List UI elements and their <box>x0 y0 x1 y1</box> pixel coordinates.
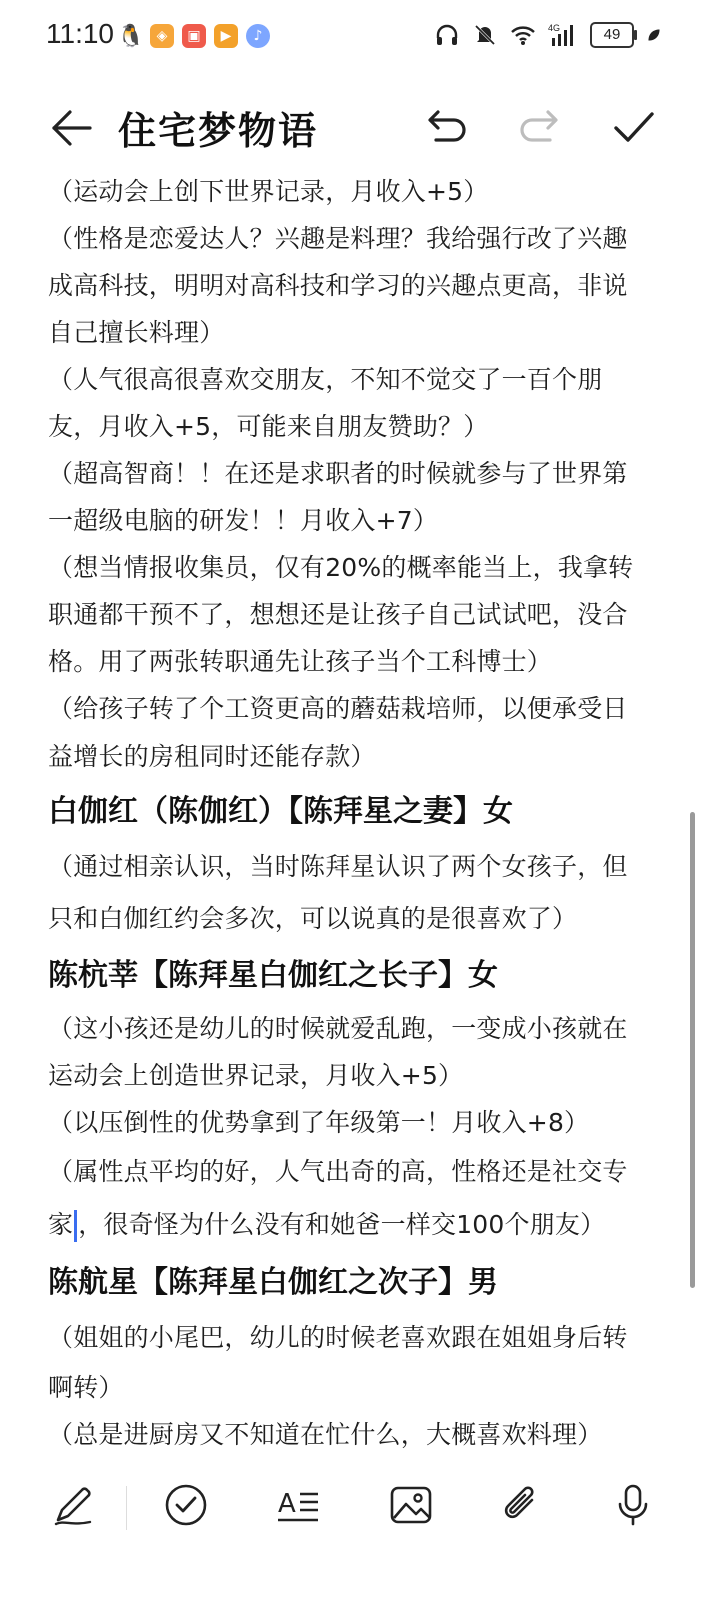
app-icon: ◈ <box>150 24 174 48</box>
character-heading: 陈杭莘【陈拜星白伽红之长子】女 <box>48 958 498 993</box>
character-heading: 陈航星【陈拜星白伽红之次子】男 <box>48 1265 498 1300</box>
text-caret <box>74 1210 77 1242</box>
status-system-icons <box>434 22 662 48</box>
wifi-icon <box>510 22 536 48</box>
app-icon: ▣ <box>182 24 206 48</box>
back-arrow-icon[interactable] <box>48 106 94 150</box>
status-app-icons <box>117 23 270 49</box>
note-line: 运动会上创造世界记录，月收入+5） <box>48 1061 464 1090</box>
note-line: （想当情报收集员，仅有20%的概率能当上，我拿转 <box>48 553 634 582</box>
pen-icon[interactable] <box>50 1482 96 1528</box>
checkbox-icon[interactable] <box>163 1482 209 1528</box>
note-line: （姐姐的小尾巴，幼儿的时候老喜欢跟在姐姐身后转 <box>48 1323 628 1352</box>
music-icon: ♪ <box>246 24 270 48</box>
note-line: 职通都干预不了，想想还是让孩子自己试试吧，没合 <box>48 600 628 629</box>
editor-toolbar <box>0 1478 720 1538</box>
note-line: 成高科技，明明对高科技和学习的兴趣点更高，非说 <box>48 271 628 300</box>
editor-header <box>0 88 720 168</box>
note-line: （性格是恋爱达人？兴趣是料理？我给强行改了兴趣 <box>48 224 628 253</box>
note-line-with-caret <box>48 1198 660 1252</box>
note-line: （总是进厨房又不知道在忙什么，大概喜欢料理） <box>48 1420 603 1449</box>
note-line: （属性点平均的好，人气出奇的高，性格还是社交专 <box>48 1157 628 1186</box>
svg-text:A: A <box>278 1489 296 1519</box>
note-line: 格。用了两张转职通先让孩子当个工科博士） <box>48 647 553 676</box>
image-icon[interactable] <box>388 1482 434 1528</box>
mute-icon <box>472 22 498 48</box>
note-line: （通过相亲认识，当时陈拜星认识了两个女孩子，但 <box>48 852 628 881</box>
note-line: （超高智商！！在还是求职者的时候就参与了世界第 <box>48 459 628 488</box>
battery-icon: 49 <box>590 22 634 48</box>
note-line: 一超级电脑的研发！！月收入+7） <box>48 506 439 535</box>
status-bar <box>0 0 720 72</box>
toolbar-divider <box>126 1486 127 1530</box>
microphone-icon[interactable] <box>610 1482 656 1528</box>
character-heading: 白伽红（陈伽红）【陈拜星之妻】女 <box>48 794 513 829</box>
attachment-icon[interactable] <box>498 1482 544 1528</box>
note-line: （人气很高很喜欢交朋友，不知不觉交了一百个朋 <box>48 365 603 394</box>
note-line: 友，月收入+5，可能来自朋友赞助？） <box>48 412 489 441</box>
note-line: 啊转） <box>48 1373 124 1402</box>
signal-icon <box>548 22 578 48</box>
headphones-icon <box>434 22 460 48</box>
undo-icon[interactable] <box>422 108 470 148</box>
svg-text:4G: 4G <box>548 23 561 33</box>
qq-penguin-icon: 🐧 <box>117 23 145 49</box>
status-time: 11:10 <box>46 18 114 49</box>
note-line: 自己擅长料理） <box>48 318 225 347</box>
note-title[interactable]: 住宅梦物语 <box>118 109 319 153</box>
note-text: ，很奇怪为什么没有和她爸一样交100个朋友） <box>78 1210 606 1239</box>
note-line: （这小孩还是幼儿的时候就爱乱跑，一变成小孩就在 <box>48 1014 628 1043</box>
note-line: 益增长的房租同时还能存款） <box>48 742 376 771</box>
note-body[interactable] <box>48 168 660 1458</box>
note-line: 只和白伽红约会多次，可以说真的是很喜欢了） <box>48 904 578 933</box>
note-line: （给孩子转了个工资更高的蘑菇栽培师，以便承受日 <box>48 694 628 723</box>
scrollbar[interactable] <box>690 812 695 1288</box>
leaf-icon <box>646 22 662 48</box>
text-format-icon[interactable] <box>276 1482 322 1528</box>
redo-icon[interactable] <box>516 108 564 148</box>
note-line: （以压倒性的优势拿到了年级第一！月收入+8） <box>48 1108 590 1137</box>
app-icon: ▶ <box>214 24 238 48</box>
check-icon[interactable] <box>612 106 656 150</box>
note-line: （运动会上创下世界记录，月收入+5） <box>48 177 489 206</box>
note-text: 家 <box>48 1210 74 1239</box>
